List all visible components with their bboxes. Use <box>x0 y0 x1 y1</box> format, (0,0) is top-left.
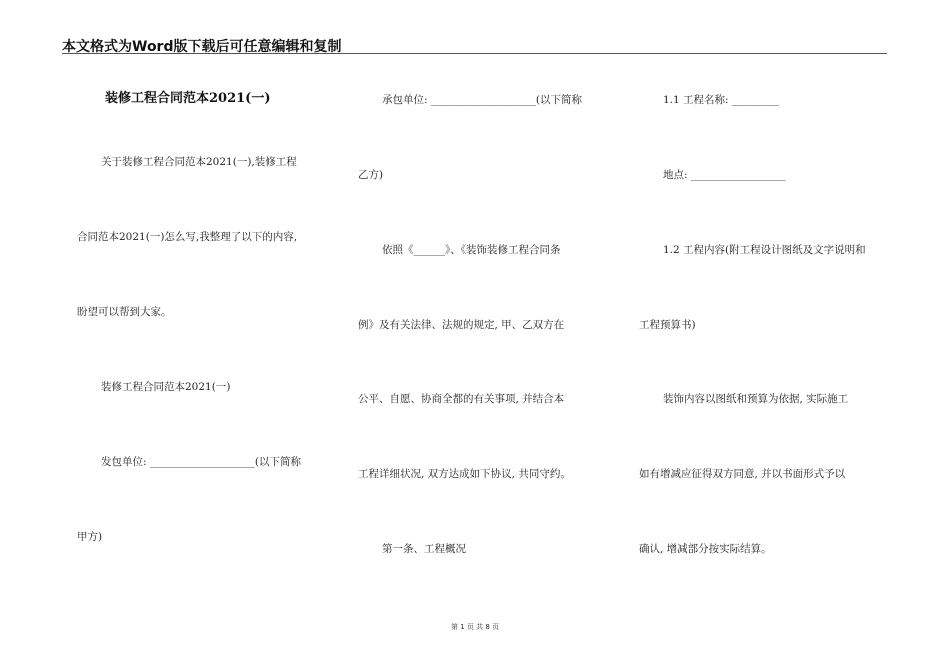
paragraph-line: 乙方) <box>358 169 384 181</box>
section-heading: 第一条、工程概况 <box>382 543 466 555</box>
paragraph-line: 盼望可以帮到大家。 <box>77 306 172 318</box>
paragraph-line: 装饰内容以图纸和预算为依据, 实际施工 <box>663 393 849 405</box>
paragraph-line: 1.1 工程名称: _________ <box>663 94 780 106</box>
paragraph-line: 工程预算书) <box>639 319 696 331</box>
header-rule <box>62 53 887 54</box>
paragraph-line: 工程详细状况, 双方达成如下协议, 共同守约。 <box>358 468 571 480</box>
paragraph-line: 甲方) <box>77 531 103 543</box>
paragraph-line: 如有增减应征得双方同意, 并以书面形式予以 <box>639 468 846 480</box>
top-banner: 本文格式为Word版下载后可任意编辑和复制 <box>62 39 342 55</box>
paragraph-line: 承包单位: ____________________(以下简称 <box>382 94 582 106</box>
paragraph-line: 1.2 工程内容(附工程设计图纸及文字说明和 <box>663 244 866 256</box>
paragraph-line: 地点: __________________ <box>663 169 786 181</box>
section-heading: 装修工程合同范本2021(一) <box>101 381 231 393</box>
document-title: 装修工程合同范本2021(一) <box>105 91 271 106</box>
paragraph-line: 依照《______》、《装饰装修工程合同条 <box>382 244 561 256</box>
paragraph-line: 确认, 增减部分按实际结算。 <box>639 543 772 555</box>
paragraph-line: 合同范本2021(一)怎么写,我整理了以下的内容, <box>77 231 298 243</box>
paragraph-line: 发包单位: ____________________(以下简称 <box>101 456 301 468</box>
paragraph-line: 关于装修工程合同范本2021(一),装修工程 <box>101 156 297 168</box>
paragraph-line: 例》及有关法律、法规的规定, 甲、乙双方在 <box>358 319 565 331</box>
paragraph-line: 公平、自愿、协商全都的有关事项, 并结合本 <box>358 393 565 405</box>
page-indicator: 第 1 页 共 8 页 <box>450 623 500 631</box>
